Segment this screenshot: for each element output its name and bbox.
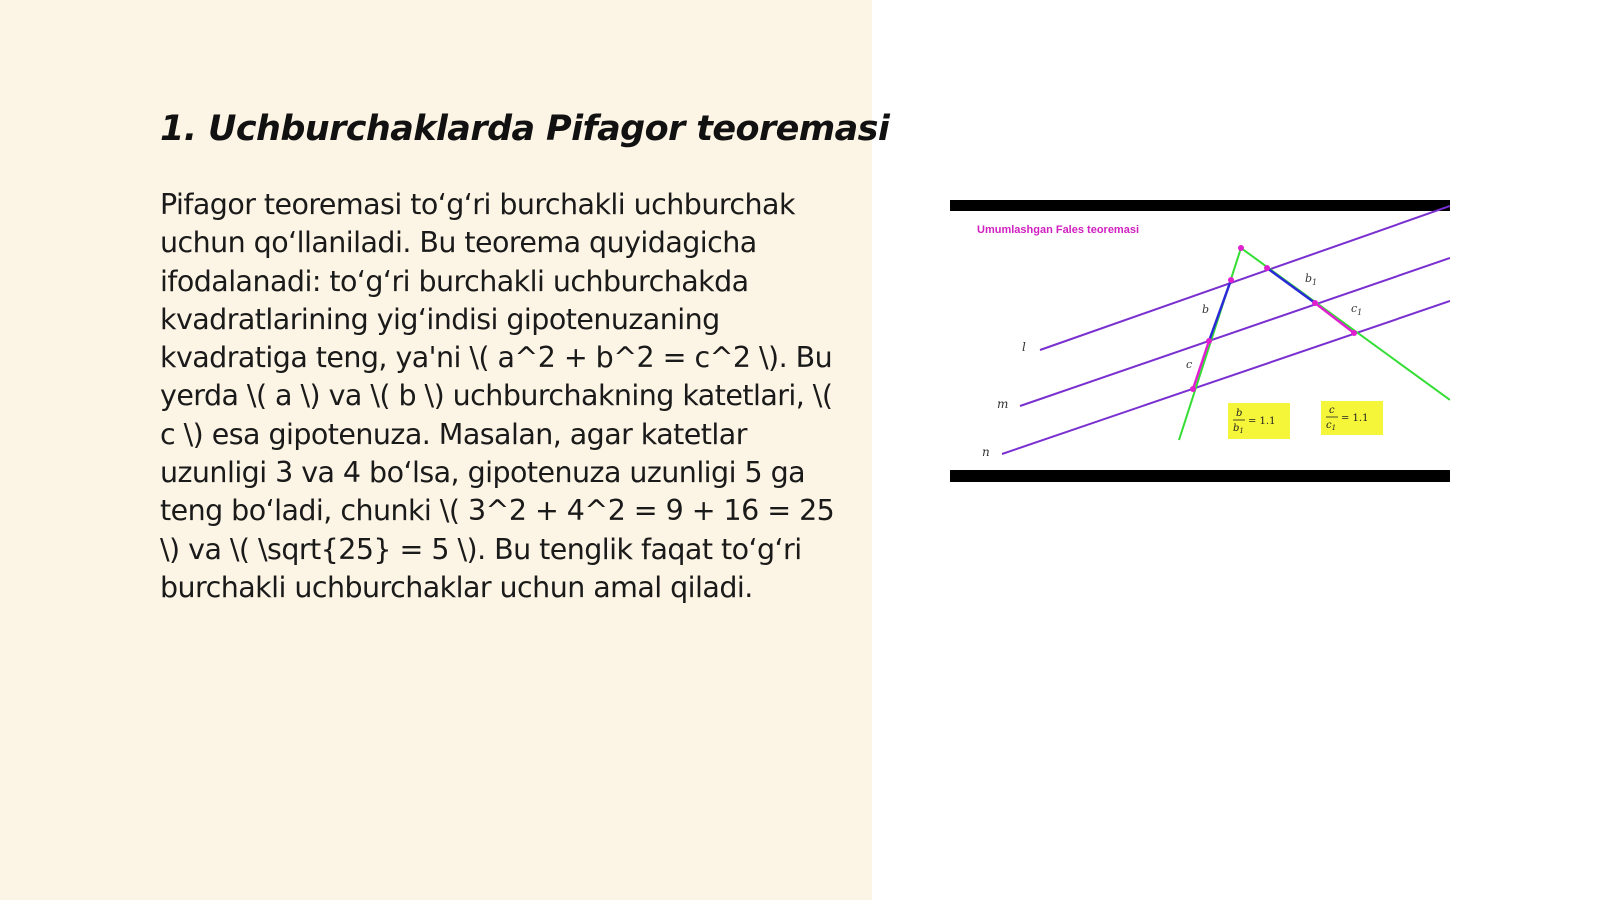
ratio-box-b: [1228, 403, 1290, 439]
segment-c1: [1315, 303, 1354, 333]
label-b1: $b_1$: [1305, 272, 1318, 287]
figure-bottom-bar: [950, 470, 1450, 482]
point-m-left: [1206, 338, 1212, 344]
label-b: b: [1202, 303, 1210, 316]
label-line-l: l: [1022, 340, 1026, 354]
svg-text:c1: $c_1$: [1326, 420, 1337, 432]
point-l-right: [1264, 265, 1270, 271]
svg-text:b1: $b_1$: [1233, 423, 1244, 435]
apex-point: [1238, 245, 1244, 251]
slide-body-text: Pifagor teoremasi to‘g‘ri burchakli uchburchak uchun qo‘llaniladi. Bu teorema quyidagicha ifodalanadi: to‘g‘ri burchakli uchburchakda kvadratlarining yig‘indisi gipotenuzaning kvadratiga teng, ya'ni \( a^2 + b^2 = c^2 \). Bu yerda \( a \) va \( b \) uchburchakning katetlari, \( c \) esa gipotenuza. Masalan, agar katetlar uzunligi 3 va 4 bo‘lsa, gipotenuza uzunligi 5 ga teng bo‘ladi, chunki \( 3^2 + 4^2 = 9 + 16 = 25 \) va \( \sqrt{25} = 5 \). Bu tenglik faqat to‘g‘ri burchakli uchburchaklar uchun amal qiladi.: [160, 188, 835, 604]
svg-text:b: b: [1236, 408, 1243, 419]
thales-diagram: [950, 200, 1450, 482]
figure-top-bar: [950, 200, 1450, 211]
label-line-m: m: [997, 397, 1009, 411]
ratio-box-c: [1321, 401, 1383, 435]
figure-caption: Umumlashgan Fales teoremasi: [977, 224, 1140, 236]
point-n-right: [1351, 330, 1357, 336]
parallel-line-m: [1020, 258, 1450, 406]
thales-theorem-figure: [950, 200, 1450, 482]
label-c: c: [1186, 358, 1193, 371]
svg-text:= 1.1: = 1.1: [1341, 413, 1369, 424]
svg-text:c: c: [1329, 405, 1335, 416]
slide-title: 1. Uchburchaklarda Pifagor teoremasi: [160, 109, 890, 149]
label-line-n: n: [982, 445, 990, 459]
point-m-right: [1312, 300, 1318, 306]
point-l-left: [1228, 277, 1234, 283]
svg-text:= 1.1: = 1.1: [1248, 416, 1276, 427]
segment-c: [1193, 341, 1209, 389]
label-c1: $c_1$: [1351, 302, 1363, 317]
point-n-left: [1190, 386, 1196, 392]
